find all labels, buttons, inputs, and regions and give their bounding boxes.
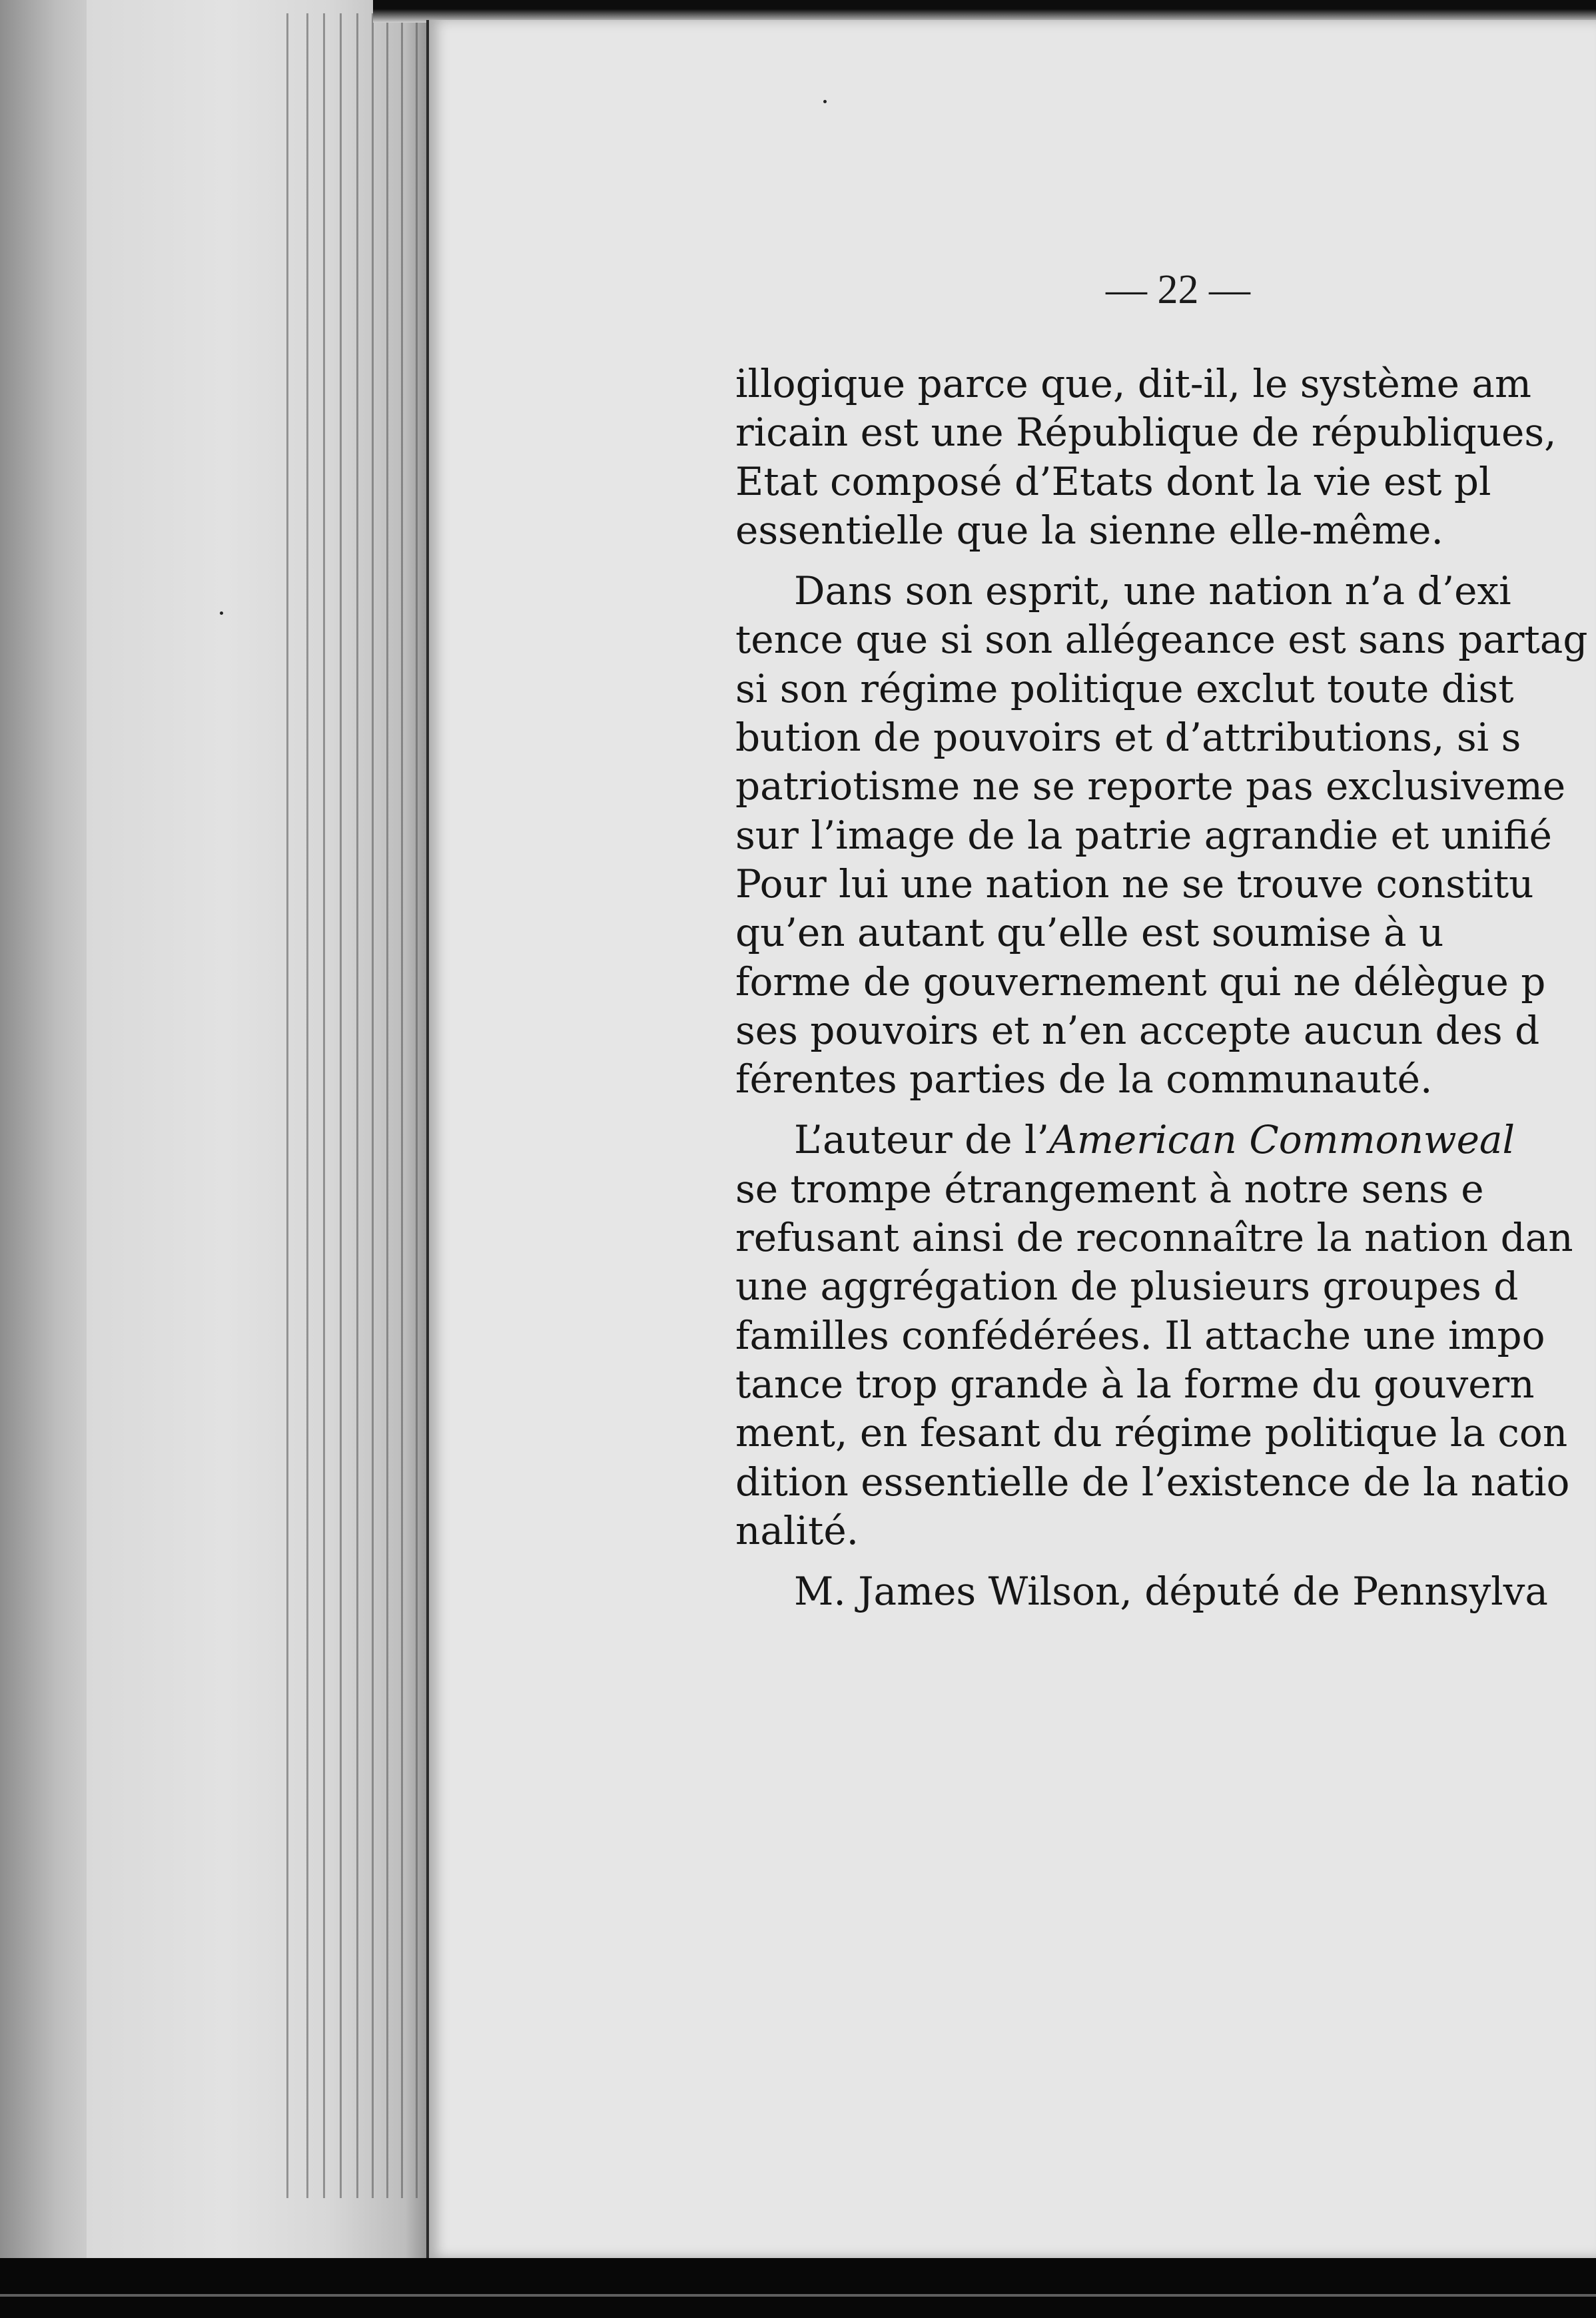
text-line: nalité. xyxy=(735,1507,859,1553)
page-number: — 22 — xyxy=(1106,267,1250,312)
text-line: essentielle que la sienne elle-même. xyxy=(735,507,1443,553)
text-line: refusant ainsi de reconnaître la nation dan xyxy=(735,1215,1573,1261)
body-text xyxy=(735,360,1596,1616)
text-line: Pour lui une nation ne se trouve constitu xyxy=(735,861,1534,907)
dust-speck xyxy=(220,611,223,615)
scan-bottom-border xyxy=(0,2258,1596,2318)
text-line: sur l’image de la patrie agrandie et unifié xyxy=(735,812,1552,858)
text-line: familles confédérées. Il attache une impo xyxy=(735,1312,1545,1358)
text-line: bution de pouvoirs et d’attributions, si s xyxy=(735,715,1521,761)
page-edge-line xyxy=(286,13,288,2198)
page-edge-line xyxy=(401,13,403,2198)
book-title-italic: American Commonweal xyxy=(1049,1117,1515,1163)
text-line: férentes parties de la communauté. xyxy=(735,1056,1433,1102)
scan-bottom-rule xyxy=(0,2294,1596,2297)
text-line: si son régime politique exclut toute dist xyxy=(735,665,1514,711)
top-book-edge xyxy=(373,0,1596,23)
text-line: ricain est une République de républiques, xyxy=(735,410,1557,456)
text-line: Etat composé d’Etats dont la vie est pl xyxy=(735,458,1491,504)
text-line: ment, en fesant du régime politique la con xyxy=(735,1410,1568,1456)
text-line: se trompe étrangement à notre sens e xyxy=(735,1166,1484,1212)
dust-speck xyxy=(823,100,827,103)
text-line: tance trop grande à la forme du gouvern xyxy=(735,1361,1535,1407)
page-edge-line xyxy=(386,13,388,2198)
text-line: tence que si son allégeance est sans partag xyxy=(735,617,1588,663)
page-edge-line xyxy=(372,13,374,2198)
text-line: qu’en autant qu’elle est soumise à u xyxy=(735,910,1444,956)
text-line: forme de gouvernement qui ne délègue p xyxy=(735,959,1546,1004)
text-line: Dans son esprit, une nation n’a d’exi xyxy=(794,568,1511,614)
page-edge-line xyxy=(306,13,308,2198)
text-line: patriotisme ne se reporte pas exclusiveme xyxy=(735,763,1566,809)
text-line: illogique parce que, dit-il, le système am xyxy=(735,361,1531,406)
scan-left-margin xyxy=(0,0,93,2318)
text-line: ses pouvoirs et n’en accepte aucun des d xyxy=(735,1007,1540,1053)
page-edge-line xyxy=(340,13,342,2198)
page-edge-line xyxy=(323,13,325,2198)
text-line xyxy=(735,1116,1596,1164)
text-line: une aggrégation de plusieurs groupes d xyxy=(735,1264,1519,1310)
page-edge-line xyxy=(356,13,358,2198)
text-line: dition essentielle de l’existence de la natio xyxy=(735,1459,1570,1505)
text-line: M. James Wilson, député de Pennsylva xyxy=(794,1569,1548,1615)
text-line-prefix: L’auteur de l’ xyxy=(794,1117,1050,1163)
page-edge-line xyxy=(416,13,418,2198)
page-edges xyxy=(87,0,433,2265)
